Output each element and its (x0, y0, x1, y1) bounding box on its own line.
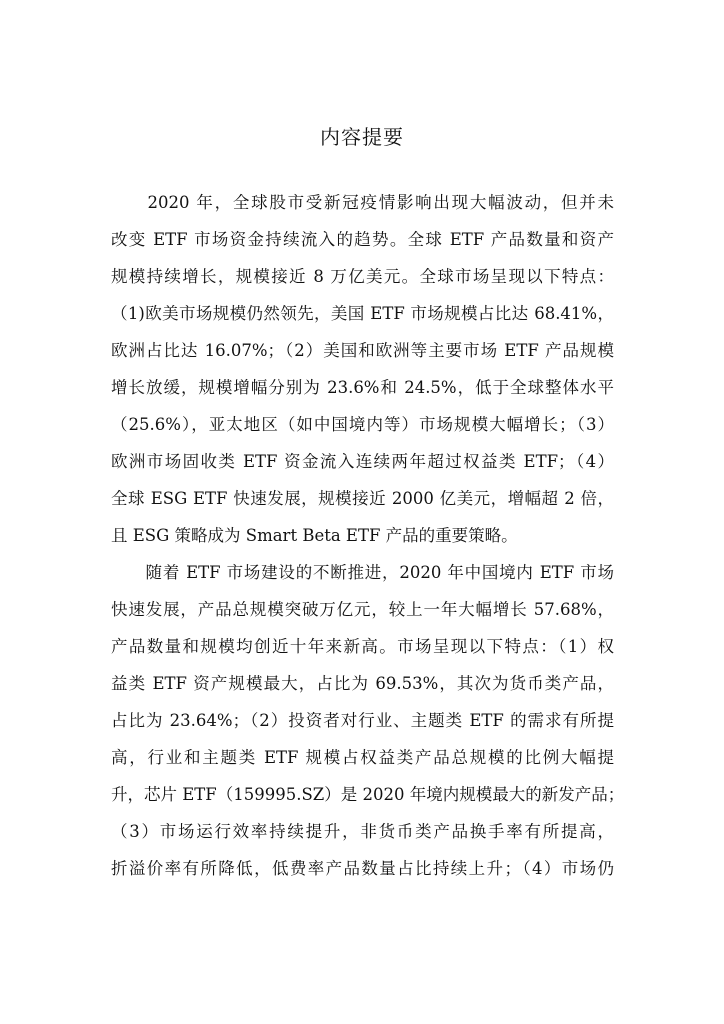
paragraph-1-line: 且 ESG 策略成为 Smart Beta ETF 产品的重要策略。 (111, 526, 518, 545)
paragraph-1-line: 规模持续增长，规模接近 8 万亿美元。全球市场呈现以下特点： (111, 267, 614, 286)
paragraph-2-line: 随着 ETF 市场建设的不断推进，2020 年中国境内 ETF 市场 (111, 563, 614, 582)
paragraph-2-line: 占比为 23.64%；（2）投资者对行业、主题类 ETF 的需求有所提 (111, 711, 614, 730)
paragraph-2-line: 产品数量和规模均创近十年来新高。市场呈现以下特点：（1）权 (111, 637, 614, 656)
paragraph-2-line: 折溢价率有所降低，低费率产品数量占比持续上升；（4）市场仍 (111, 859, 614, 878)
paragraph-1-line: 改变 ETF 市场资金持续流入的趋势。全球 ETF 产品数量和资产 (111, 230, 614, 249)
paragraph-1-line: 欧洲市场固收类 ETF 资金流入连续两年超过权益类 ETF；（4） (111, 452, 614, 471)
paragraph-1-line: 2020 年，全球股市受新冠疫情影响出现大幅波动，但并未 (111, 193, 614, 212)
paragraph-2-line: 高，行业和主题类 ETF 规模占权益类产品总规模的比例大幅提 (111, 748, 614, 767)
paragraph-2-line: 升，芯片 ETF（159995.SZ）是 2020 年境内规模最大的新发产品； (111, 785, 625, 804)
paragraph-1-line: （25.6%），亚太地区（如中国境内等）市场规模大幅增长；（3） (111, 415, 614, 434)
paragraph-2-line: 益类 ETF 资产规模最大，占比为 69.53%，其次为货币类产品， (111, 674, 614, 693)
page-title: 内容提要 (320, 125, 404, 149)
paragraph-1-line: （1)欧美市场规模仍然领先，美国 ETF 市场规模占比达 68.41%， (111, 304, 614, 323)
paragraph-1-line: 全球 ESG ETF 快速发展，规模接近 2000 亿美元，增幅超 2 倍， (111, 489, 614, 508)
paragraph-1-line: 增长放缓，规模增幅分别为 23.6%和 24.5%，低于全球整体水平 (111, 378, 614, 397)
paragraph-2-line: 快速发展，产品总规模突破万亿元，较上一年大幅增长 57.68%， (111, 600, 614, 619)
paragraph-1-line: 欧洲占比达 16.07%；（2）美国和欧洲等主要市场 ETF 产品规模 (111, 341, 614, 360)
paragraph-2-line: （3）市场运行效率持续提升，非货币类产品换手率有所提高， (111, 822, 614, 841)
